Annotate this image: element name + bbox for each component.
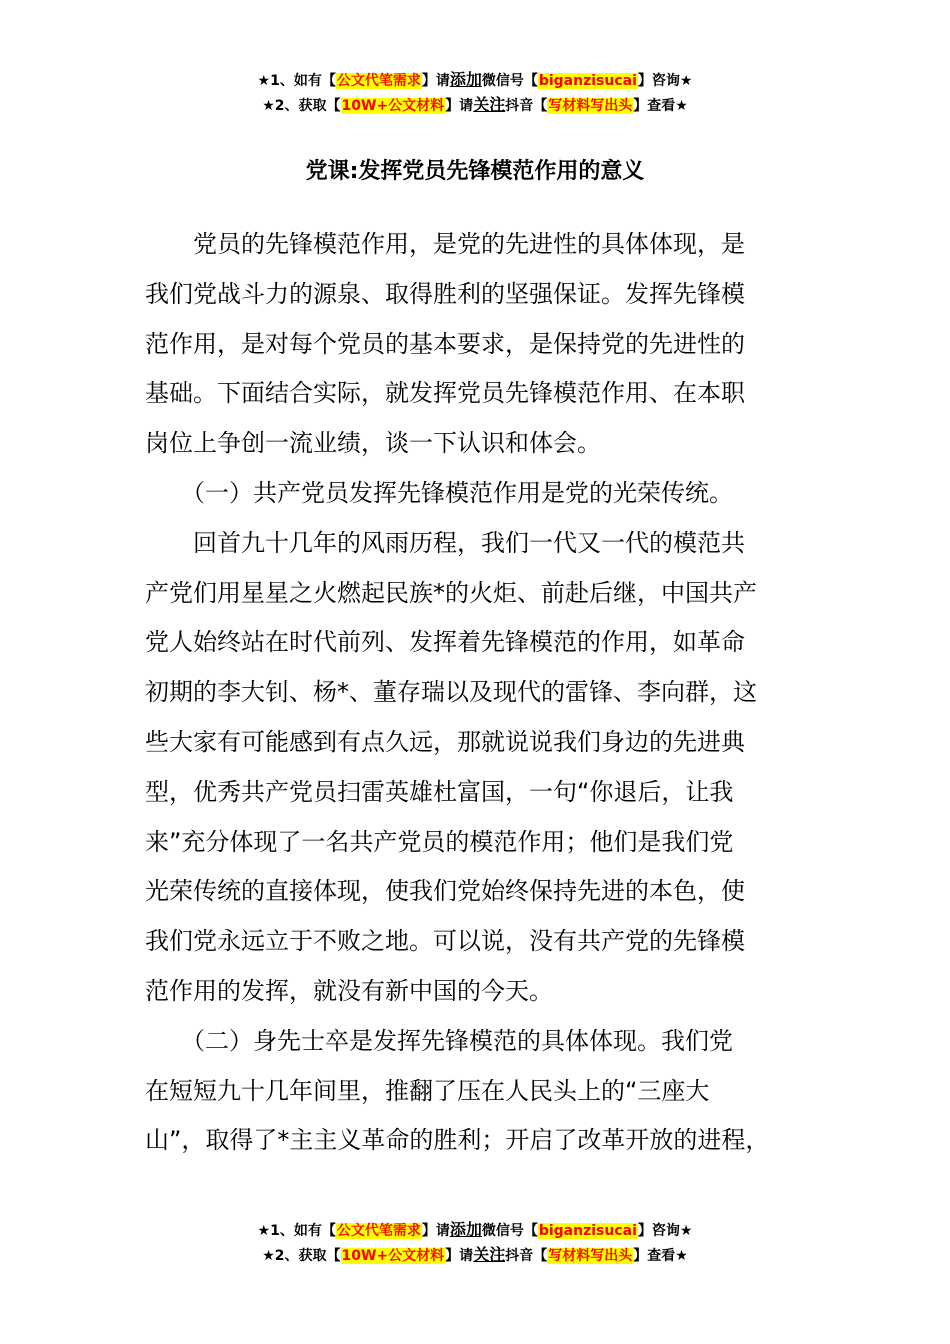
footer-line-1-mid: 】请: [421, 1223, 450, 1239]
footer-line-2-suffix: 】查看★: [633, 1248, 688, 1264]
header-banner: [0, 68, 950, 118]
body-line: 基础。下面结合实际，就发挥党员先锋模范作用、在本职: [145, 379, 745, 408]
document-title: 党课:发挥党员先锋模范作用的意义: [305, 159, 645, 184]
section-heading-1: （一）共产党员发挥先锋模范作用是党的光荣传统。: [145, 478, 733, 507]
footer-line-2-prefix: ★2、获取【: [262, 1248, 341, 1264]
footer-line-1-mid2: 微信号【: [481, 1223, 538, 1239]
document-body: [145, 220, 825, 1166]
body-line: 光荣传统的直接体现，使我们党始终保持先进的本色，使: [145, 877, 745, 906]
footer-banner: [0, 1218, 950, 1268]
banner-line-1-suffix: 】咨询★: [637, 73, 693, 89]
body-line: 范作用的发挥，就没有新中国的今天。: [145, 976, 553, 1005]
body-line: 来”充分体现了一名共产党员的模范作用；他们是我们党: [145, 827, 734, 856]
banner-line-2: [0, 93, 950, 118]
body-line: 党人始终站在时代前列、发挥着先锋模范的作用，如革命: [145, 628, 745, 657]
footer-line-2-highlight-douyin: 写材料写出头: [548, 1248, 633, 1264]
body-line: 回首九十几年的风雨历程，我们一代又一代的模范共: [145, 528, 745, 557]
body-line: 我们党战斗力的源泉、取得胜利的坚强保证。发挥先锋模: [145, 279, 745, 308]
footer-line-2-emphasis: 关注: [473, 1245, 506, 1264]
banner-line-2-prefix: ★2、获取【: [262, 98, 341, 114]
footer-line-2-mid2: 抖音【: [505, 1248, 548, 1264]
banner-line-2-mid: 】请: [445, 98, 474, 114]
banner-line-2-highlight-douyin: 写材料写出头: [548, 98, 633, 114]
banner-line-2-emphasis: 关注: [473, 95, 506, 114]
banner-line-1-emphasis: 添加: [449, 70, 482, 89]
banner-line-1-prefix: ★1、如有【: [257, 73, 336, 89]
banner-line-2-suffix: 】查看★: [633, 98, 688, 114]
banner-line-2-highlight-materials: 10W+公文材料: [341, 98, 445, 114]
footer-line-2: [0, 1243, 950, 1268]
body-line: 山”，取得了*主主义革命的胜利；开启了改革开放的进程，: [145, 1126, 770, 1155]
body-line: 初期的李大钊、杨*、董存瑞以及现代的雷锋、李向群，这: [145, 678, 757, 707]
footer-line-1: [0, 1218, 950, 1243]
banner-line-2-mid2: 抖音【: [505, 98, 548, 114]
footer-line-1-suffix: 】咨询★: [637, 1223, 693, 1239]
banner-line-1-highlight-service: 公文代笔需求: [336, 73, 421, 89]
body-line: 范作用，是对每个党员的基本要求，是保持党的先进性的: [145, 329, 745, 358]
banner-line-1-mid: 】请: [421, 73, 450, 89]
footer-line-2-highlight-materials: 10W+公文材料: [341, 1248, 445, 1264]
section-heading-2: （二）身先士卒是发挥先锋模范的具体体现。我们党: [145, 1026, 733, 1055]
banner-line-1: [0, 68, 950, 93]
body-line: 岗位上争创一流业绩，谈一下认识和体会。: [145, 429, 601, 458]
banner-line-1-mid2: 微信号【: [481, 73, 538, 89]
footer-line-1-prefix: ★1、如有【: [257, 1223, 336, 1239]
body-line: 我们党永远立于不败之地。可以说，没有共产党的先锋模: [145, 927, 745, 956]
body-line: 在短短九十几年间里，推翻了压在人民头上的“三座大: [145, 1076, 710, 1105]
footer-line-1-emphasis: 添加: [449, 1220, 482, 1239]
footer-line-1-highlight-wechat: biganzisucai: [538, 1223, 637, 1239]
footer-line-1-highlight-service: 公文代笔需求: [336, 1223, 421, 1239]
body-line: 党员的先锋模范作用，是党的先进性的具体体现，是: [145, 230, 745, 258]
body-line: 些大家有可能感到有点久远，那就说说我们身边的先进典: [145, 727, 745, 756]
body-line: 产党们用星星之火燃起民族*的火炬、前赴后继，中国共产: [145, 578, 757, 607]
body-line: 型，优秀共产党员扫雷英雄杜富国，一句“你退后，让我: [145, 777, 734, 806]
banner-line-1-highlight-wechat: biganzisucai: [538, 73, 637, 89]
footer-line-2-mid: 】请: [445, 1248, 474, 1264]
